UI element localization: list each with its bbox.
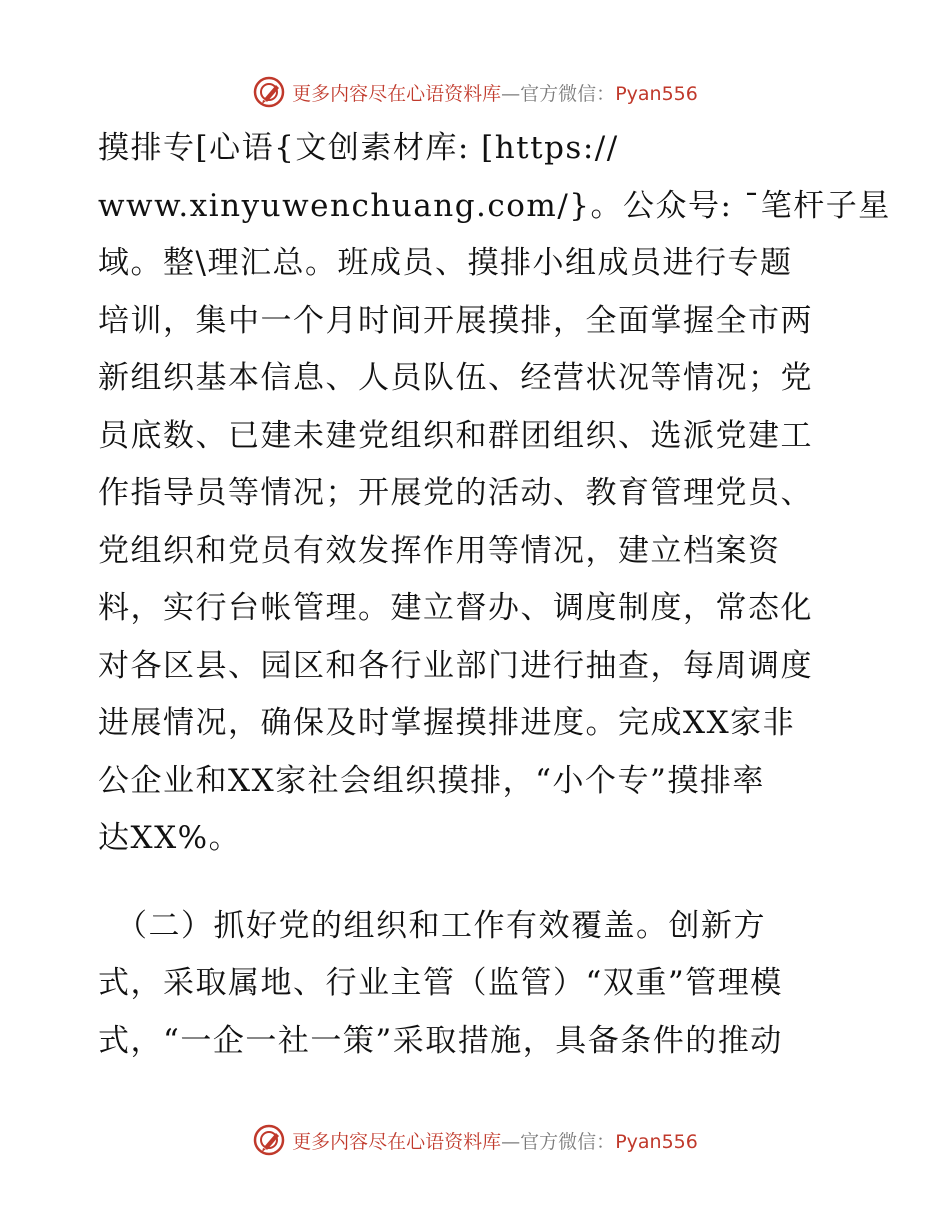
watermark-id: Pyan556 — [615, 1130, 698, 1153]
text-line: 进展情况，确保及时掌握摸排进度。完成XX家非 — [98, 705, 796, 741]
text-line: （二）抓好党的组织和工作有效覆盖。创新方 — [116, 907, 766, 944]
watermark-main: 更多内容尽在心语资料库 — [292, 82, 502, 105]
text-line: 员底数、已建未建党组织和群团组织、选派党建工 — [98, 417, 813, 454]
text-line: 域。整\理汇总。班成员、摸排小组成员进行专题 — [98, 245, 793, 281]
watermark-dash: — — [501, 1130, 521, 1153]
text-line: 公企业和XX家社会组织摸排，“小个专”摸排率 — [98, 762, 765, 799]
text-line: 新组织基本信息、人员队伍、经营状况等情况；党 — [98, 360, 813, 396]
pen-logo-icon — [252, 1123, 286, 1157]
watermark-text — [292, 1127, 698, 1154]
text-line: 式，“一企一社一策”采取措施，具备条件的推动 — [98, 1022, 783, 1059]
text-line: 党组织和党员有效发挥作用等情况，建立档案资 — [98, 532, 781, 569]
watermark-official: 官方微信： — [520, 1130, 616, 1153]
text-line: 对各区县、园区和各行业部门进行抽查，每周调度 — [98, 647, 813, 684]
text-line: 料，实行台帐管理。建立督办、调度制度，常态化 — [98, 590, 813, 626]
paragraph-1 — [98, 120, 891, 868]
text-line: 达XX%。 — [98, 820, 242, 856]
text-line: 摸排专[心语{文创素材库: [https:// — [98, 130, 619, 166]
text-line: 作指导员等情况；开展党的活动、教育管理党员、 — [98, 475, 813, 511]
watermark-official: 官方微信： — [520, 82, 616, 105]
watermark-id: Pyan556 — [615, 82, 698, 105]
document-body — [98, 120, 891, 1070]
text-line: 培训，集中一个月时间开展摸排，全面掌握全市两 — [98, 302, 813, 339]
footer-watermark — [0, 1120, 950, 1160]
pen-logo-icon — [252, 75, 286, 109]
text-line: 式，采取属地、行业主管（监管）“双重”管理模 — [98, 965, 783, 1001]
header-watermark — [0, 72, 950, 112]
text-line: www.xinyuwenchuang.com/}。公众号: ¯笔杆子星 — [98, 187, 891, 224]
watermark-dash: — — [501, 82, 521, 105]
watermark-main: 更多内容尽在心语资料库 — [292, 1130, 502, 1153]
paragraph-2 — [98, 898, 853, 1071]
watermark-text — [292, 79, 698, 106]
